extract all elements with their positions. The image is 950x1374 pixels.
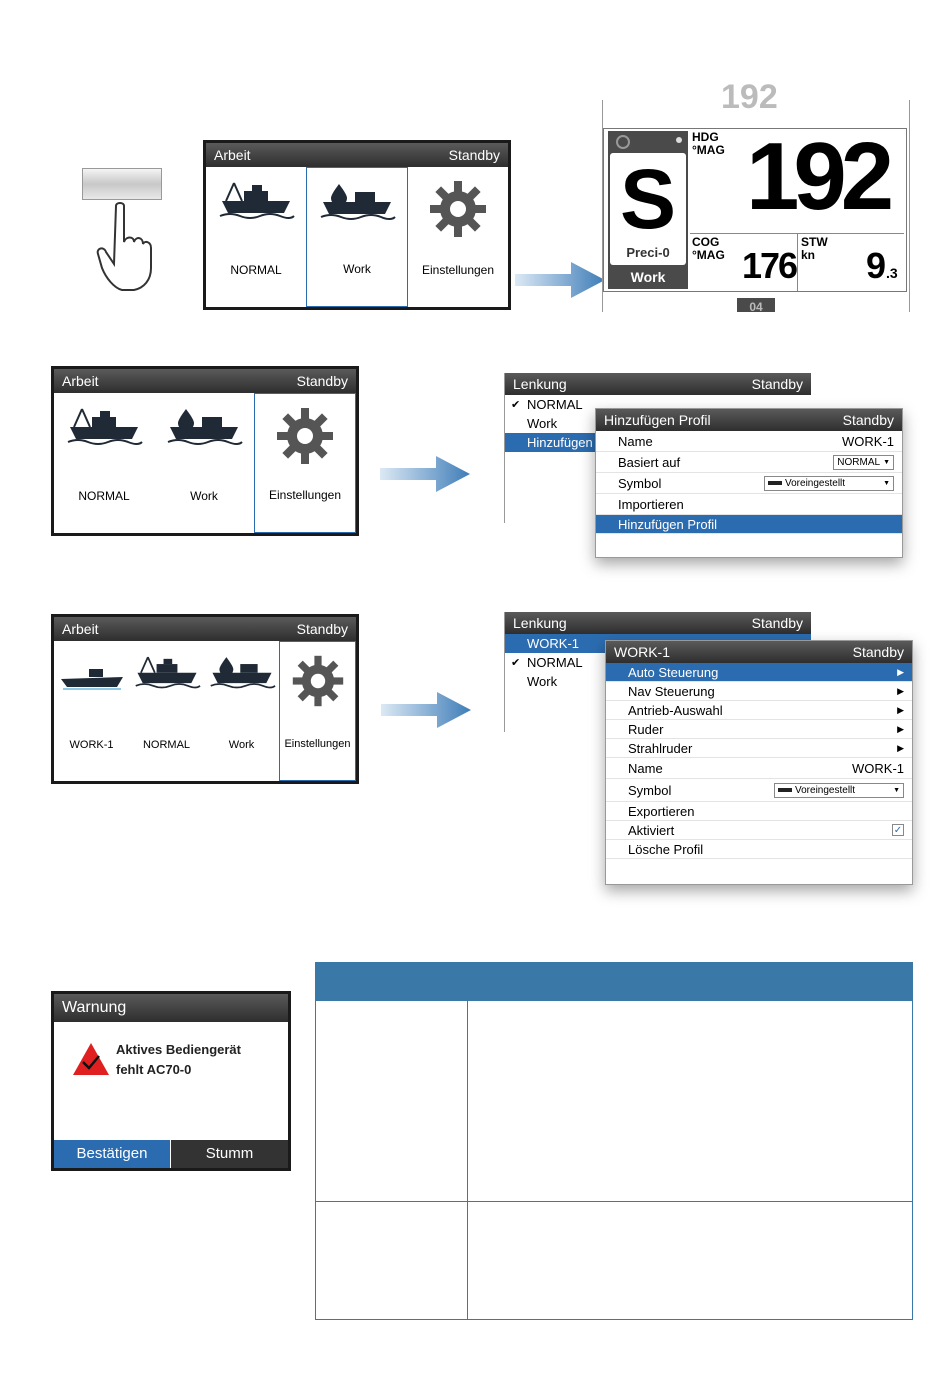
- symbol-dropdown[interactable]: Voreingestellt ▼: [764, 476, 894, 491]
- profile-dialog-3: [51, 614, 359, 784]
- standby-status: Standby: [296, 621, 348, 637]
- menu-header: Lenkung Standby: [505, 612, 811, 634]
- gear-icon: [428, 179, 488, 239]
- menu-item-auto-steuerung[interactable]: Auto Steuerung ▶: [606, 663, 912, 682]
- based-on-field[interactable]: Basiert auf NORMAL ▼: [596, 452, 902, 473]
- chevron-right-icon: ▶: [897, 723, 904, 734]
- menu-header: WORK-1 Standby: [606, 641, 912, 663]
- symbol-field[interactable]: Symbol Voreingestellt ▼: [596, 473, 902, 494]
- mute-button[interactable]: Stumm: [171, 1140, 288, 1168]
- add-profile-dialog: [595, 408, 903, 558]
- chevron-down-icon: ▼: [893, 786, 900, 794]
- mode-panel: [608, 131, 688, 289]
- dialog-header: [54, 617, 356, 641]
- gear-icon: [291, 654, 345, 708]
- boat-crane-icon: [134, 653, 200, 689]
- profile-tile-normal[interactable]: [54, 393, 154, 533]
- profile-tile-settings[interactable]: [279, 641, 356, 781]
- active-checkbox-row[interactable]: Aktiviert ✓: [606, 821, 912, 840]
- tile-label: Work: [228, 739, 255, 751]
- menu-item-normal[interactable]: ✔ NORMAL: [511, 397, 583, 412]
- warning-triangle-icon: [72, 1042, 110, 1076]
- check-icon: ✔: [511, 399, 521, 411]
- warning-dialog: [51, 991, 291, 1171]
- menu-item-work-1[interactable]: WORK-1: [505, 634, 811, 653]
- menu-header: Hinzufügen Profil Standby: [596, 409, 902, 431]
- chevron-down-icon: ▼: [883, 458, 890, 466]
- chevron-right-icon: ▶: [897, 704, 904, 715]
- dialog-header: [206, 143, 508, 167]
- arrow-right-icon: [515, 262, 605, 298]
- chevron-right-icon: ▶: [897, 685, 904, 696]
- menu-item-work[interactable]: Work: [527, 416, 558, 431]
- arrow-right-icon: [378, 692, 474, 728]
- boat-icon: [768, 481, 782, 485]
- table-header: [316, 963, 912, 1000]
- boat-tanker-icon: [166, 405, 242, 445]
- dialog-title: Arbeit: [62, 373, 99, 389]
- check-icon: ✔: [511, 657, 521, 669]
- table-row: [316, 1201, 912, 1319]
- menu-item-antrieb-auswahl[interactable]: Antrieb-Auswahl ▶: [606, 701, 912, 720]
- checkbox-checked-icon[interactable]: ✓: [893, 825, 903, 836]
- warning-message: Aktives Bediengerät fehlt AC70-0: [116, 1042, 241, 1077]
- boat-crane-icon: [66, 405, 142, 445]
- boat-tanker-icon: [319, 180, 395, 220]
- gear-icon: [275, 406, 335, 466]
- partial-heading-top: 192: [721, 78, 778, 116]
- dialog-title: Arbeit: [62, 621, 99, 637]
- menu-header: Lenkung Standby: [505, 373, 811, 395]
- standby-status: Standby: [296, 373, 348, 389]
- boat-speedboat-icon: [59, 661, 125, 691]
- info-table: [315, 962, 913, 1320]
- table-row: [316, 1000, 912, 1201]
- profile-tile-work-1[interactable]: [54, 641, 129, 781]
- profile-tile-settings[interactable]: [408, 167, 508, 307]
- heading-value: 192: [746, 123, 889, 230]
- profile-name: Preci-0: [626, 245, 670, 260]
- stw-label: STW kn: [801, 235, 828, 262]
- mode-letter: S: [619, 152, 677, 246]
- dialog-title: Warnung: [62, 999, 127, 1016]
- menu-item-add[interactable]: Hinzufügen: [505, 433, 811, 452]
- profile-dialog-1: [203, 140, 511, 310]
- delete-profile-button[interactable]: Lösche Profil: [606, 840, 912, 859]
- profile-tile-work[interactable]: [306, 167, 408, 307]
- based-on-dropdown[interactable]: NORMAL ▼: [833, 455, 894, 470]
- menu-item-strahlruder[interactable]: Strahlruder ▶: [606, 739, 912, 758]
- tile-label: Einstellungen: [268, 488, 342, 502]
- chevron-right-icon: ▶: [897, 742, 904, 753]
- boat-icon: [778, 788, 792, 792]
- arrow-right-icon: [378, 456, 472, 492]
- import-button[interactable]: Importieren: [596, 494, 902, 515]
- key-button-illustration: [82, 168, 162, 200]
- tile-label: Work: [343, 262, 371, 276]
- menu-item-work[interactable]: Work: [527, 674, 558, 689]
- profile-dialog-2: [51, 366, 359, 536]
- work-1-settings-dialog: [605, 640, 913, 885]
- standby-status: Standby: [448, 147, 500, 163]
- tile-label: NORMAL: [142, 739, 191, 751]
- cog-label: COG °MAG: [692, 235, 725, 262]
- symbol-field[interactable]: Symbol Voreingestellt ▼: [606, 779, 912, 802]
- tile-label: Work: [190, 489, 218, 503]
- tile-label: WORK-1: [69, 739, 114, 751]
- profile-tile-normal[interactable]: [129, 641, 204, 781]
- profile-tile-normal[interactable]: [206, 167, 306, 307]
- menu-item-ruder[interactable]: Ruder ▶: [606, 720, 912, 739]
- menu-item-normal[interactable]: ✔ NORMAL: [511, 655, 583, 670]
- dialog-title: Arbeit: [214, 147, 251, 163]
- autopilot-display: [602, 78, 910, 314]
- name-field[interactable]: Name WORK-1: [596, 431, 902, 452]
- work-label: Work: [630, 269, 666, 285]
- boat-tanker-icon: [209, 653, 275, 689]
- dialog-header: [54, 994, 288, 1022]
- confirm-button[interactable]: Bestätigen: [54, 1140, 170, 1168]
- profile-tile-settings[interactable]: [254, 393, 356, 533]
- dialog-header: [54, 369, 356, 393]
- tile-label: Einstellungen: [284, 738, 351, 750]
- name-field[interactable]: Name WORK-1: [606, 758, 912, 779]
- stw-value: 9.3: [866, 245, 898, 286]
- export-button[interactable]: Exportieren: [606, 802, 912, 821]
- profile-tile-work[interactable]: [154, 393, 254, 533]
- cog-value: 176: [742, 245, 797, 286]
- tile-label: Einstellungen: [421, 263, 495, 277]
- tile-label: NORMAL: [78, 489, 130, 503]
- add-profile-button[interactable]: Hinzufügen Profil: [596, 515, 902, 534]
- finger-press-icon: [96, 202, 156, 292]
- boat-crane-icon: [218, 179, 294, 219]
- hdg-label: HDG °MAG: [692, 130, 725, 157]
- chevron-right-icon: ▶: [897, 666, 904, 677]
- partial-page-indicator: 04: [737, 298, 775, 312]
- profile-tile-work[interactable]: [204, 641, 279, 781]
- menu-item-nav-steuerung[interactable]: Nav Steuerung ▶: [606, 682, 912, 701]
- symbol-dropdown[interactable]: Voreingestellt ▼: [774, 783, 904, 798]
- chevron-down-icon: ▼: [883, 479, 890, 487]
- tile-label: NORMAL: [230, 263, 282, 277]
